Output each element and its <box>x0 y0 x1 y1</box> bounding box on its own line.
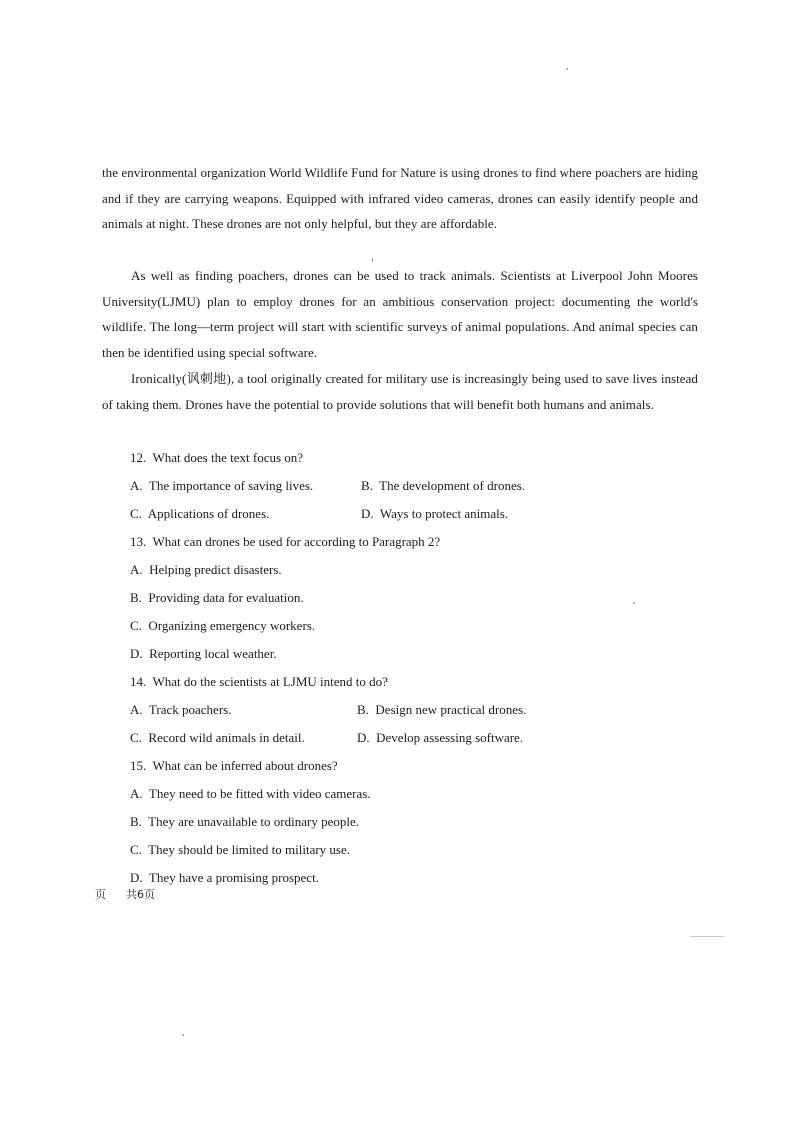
question-12-stem: 12. What does the text focus on? <box>130 450 304 465</box>
question-15-stem: 15. What can be inferred about drones? <box>130 758 338 773</box>
scan-speck <box>690 936 724 937</box>
scan-speck <box>182 1034 184 1036</box>
question-12-option-c[interactable]: C. Applications of drones. <box>130 506 270 521</box>
question-14-option-c[interactable]: C. Record wild animals in detail. <box>130 730 305 745</box>
question-15-option-a[interactable]: A. They need to be fitted with video cameras. <box>130 786 371 801</box>
passage-paragraph-1: the environmental organization World Wildlife Fund for Nature is using drones to find where poachers are hiding and if they are carrying weapons. Equipped with infrared video cameras, drones can easily identify people and animals at night. These drones are not only helpful, but they are affordable. <box>102 165 698 232</box>
scan-speck <box>372 258 373 262</box>
question-14-option-d[interactable]: D. Develop assessing software. <box>357 730 524 745</box>
question-15-option-c[interactable]: C. They should be limited to military use. <box>130 842 351 857</box>
footer-total-pages: 共6页 <box>126 888 155 901</box>
question-14-option-b[interactable]: B. Design new practical drones. <box>357 702 527 717</box>
question-13-option-a[interactable]: A. Helping predict disasters. <box>130 562 282 577</box>
scan-speck <box>633 602 635 604</box>
question-14-stem: 14. What do the scientists at LJMU intend to do? <box>130 674 388 689</box>
question-13-option-b[interactable]: B. Providing data for evaluation. <box>130 590 304 605</box>
question-13-option-d[interactable]: D. Reporting local weather. <box>130 646 277 661</box>
question-14-option-a[interactable]: A. Track poachers. <box>130 702 232 717</box>
question-12-option-d[interactable]: D. Ways to protect animals. <box>361 506 509 521</box>
question-15-option-d[interactable]: D. They have a promising prospect. <box>130 870 319 885</box>
question-13-option-c[interactable]: C. Organizing emergency workers. <box>130 618 316 633</box>
scan-speck <box>566 68 568 70</box>
question-12-option-a[interactable]: A. The importance of saving lives. <box>130 478 314 493</box>
question-13-stem: 13. What can drones be used for according to Paragraph 2? <box>130 534 441 549</box>
question-12-option-b[interactable]: B. The development of drones. <box>361 478 526 493</box>
question-15-option-b[interactable]: B. They are unavailable to ordinary people. <box>130 814 359 829</box>
footer-page-label: 页 <box>95 888 106 901</box>
passage-paragraph-3: Ironically(讽刺地), a tool originally created for military use is increasingly being used to save lives instead of taking them. Drones have the potential to provide solutions that will benefit both humans and animals. <box>102 371 698 412</box>
passage-paragraph-2: As well as finding poachers, drones can be used to track animals. Scientists at Liverpool John Moores University(LJMU) plan to employ drones for an ambitious conservation project: documenting the world's wildlife. The long—term project will start with scientific surveys of animal populations. And animal species can then be identified using special software. <box>102 268 698 360</box>
